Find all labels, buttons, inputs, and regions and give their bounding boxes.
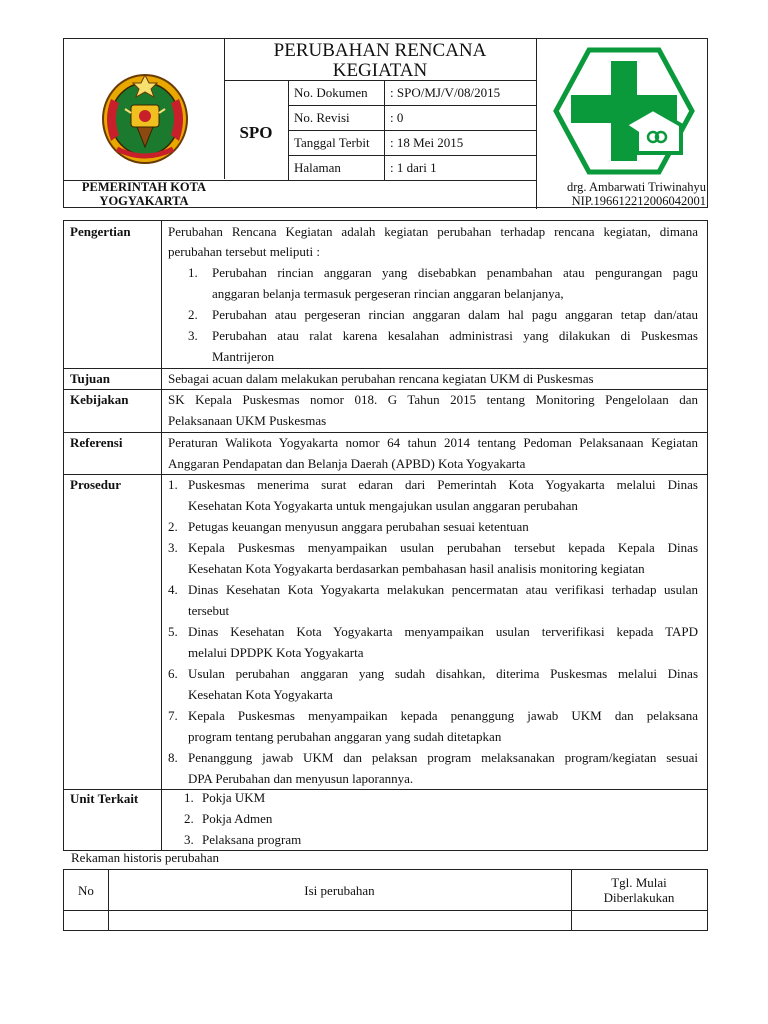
- list-item: Kesehatan Kota Yogyakarta berdasarkan pembahasan hasil analisis monitoring kegiatan: [188, 561, 645, 576]
- kebijakan-line2: Pelaksanaan UKM Puskesmas: [168, 413, 327, 428]
- list-item: Penanggung jawab UKM dan pelaksan program melaksanakan program/kegiatan sesuai: [188, 750, 698, 765]
- field-no-dokumen-label: No. Dokumen: [294, 85, 368, 100]
- list-item: Dinas Kesehatan Kota Yogyakarta melakukan pencermatan atau verifikasi terhadap usulan: [188, 582, 698, 597]
- referensi-line1: Peraturan Walikota Yogyakarta nomor 64 tahun 2014 tentang Pedoman Pelaksanaan Kegiatan: [168, 435, 698, 450]
- list-number: 7.: [168, 708, 178, 723]
- section-label-tujuan: Tujuan: [70, 371, 110, 386]
- list-item: anggaran belanja termasuk pergeseran rincian anggaran belanjanya,: [212, 286, 564, 301]
- list-number: 2.: [188, 307, 198, 322]
- referensi-line2: Anggaran Pendapatan dan Belanja Daerah (APBD) Kota Yogyakarta: [168, 456, 526, 471]
- section-label-kebijakan: Kebijakan: [70, 392, 129, 407]
- pengertian-intro-line1: Perubahan Rencana Kegiatan adalah kegiatan perubahan terhadap rencana kegiatan, dimana: [168, 224, 698, 239]
- list-item: Dinas Kesehatan Kota Yogyakarta menyampaikan usulan terverifikasi kepada TAPD: [188, 624, 698, 639]
- list-item: Usulan perubahan anggaran yang sudah disahkan, diterima Puskesmas melalui Dinas: [188, 666, 698, 681]
- divider: [288, 155, 536, 156]
- list-number: 2.: [168, 519, 178, 534]
- list-item: Kepala Puskesmas menyampaikan usulan perubahan tersebut kepada Kepala Dinas: [188, 540, 698, 555]
- history-col-tgl: Tgl. Mulai Diberlakukan: [603, 875, 675, 905]
- list-item: Kepala Puskesmas menyampaikan kepada penanggung jawab UKM dan pelaksana: [188, 708, 698, 723]
- list-number: 5.: [168, 624, 178, 639]
- yogyakarta-emblem-icon: [97, 69, 193, 167]
- list-item: Kesehatan Kota Yogyakarta untuk mengajukan usulan anggaran perubahan: [188, 498, 578, 513]
- list-item: Pelaksana program: [202, 832, 302, 847]
- list-item: Pokja Admen: [202, 811, 273, 826]
- list-number: 8.: [168, 750, 178, 765]
- list-item: Mantrijeron: [212, 349, 275, 364]
- history-caption: Rekaman historis perubahan: [71, 850, 220, 865]
- field-no-dokumen-value: : SPO/MJ/V/08/2015: [390, 85, 501, 100]
- list-item: Puskesmas menerima surat edaran dari Pemerintah Kota Yogyakarta melalui Dinas: [188, 477, 698, 492]
- list-item: tersebut: [188, 603, 230, 618]
- spo-label: SPO: [239, 123, 273, 142]
- list-number: 1.: [184, 790, 194, 805]
- tujuan-text: Sebagai acuan dalam melakukan perubahan rencana kegiatan UKM di Puskesmas: [168, 371, 594, 386]
- list-number: 4.: [168, 582, 178, 597]
- spo-content-table: [63, 220, 708, 851]
- document-title: PERUBAHAN RENCANA KEGIATAN: [273, 40, 487, 81]
- document-header: [63, 38, 708, 208]
- pengertian-intro-line2: perubahan tersebut meliputi :: [168, 244, 320, 259]
- list-number: 3.: [188, 328, 198, 343]
- list-item: Perubahan rincian anggaran yang disebabkan penambahan atau pengurangan pagu: [212, 265, 698, 280]
- history-col-isi: Isi perubahan: [304, 883, 375, 898]
- divider: [161, 221, 162, 850]
- section-label-prosedur: Prosedur: [70, 477, 122, 492]
- issuer: PEMERINTAH KOTA YOGYAKARTA: [81, 180, 207, 208]
- list-number: 6.: [168, 666, 178, 681]
- list-item: melalui DPDPK Kota Yogyakarta: [188, 645, 364, 660]
- field-tanggal-terbit-value: : 18 Mei 2015: [390, 135, 464, 150]
- list-item: Perubahan atau ralat karena kesalahan administrasi yang dilakukan di Puskesmas: [212, 328, 698, 343]
- divider: [288, 130, 536, 131]
- list-number: 3.: [168, 540, 178, 555]
- divider: [108, 870, 109, 930]
- kebijakan-line1: SK Kepala Puskesmas nomor 018. G Tahun 2015 tentang Monitoring Pengelolaan dan: [168, 392, 698, 407]
- divider: [288, 105, 536, 106]
- section-label-unit-terkait: Unit Terkait: [70, 791, 139, 806]
- field-no-revisi-label: No. Revisi: [294, 110, 350, 125]
- list-number: 3.: [184, 832, 194, 847]
- list-number: 1.: [188, 265, 198, 280]
- list-number: 2.: [184, 811, 194, 826]
- list-item: Petugas keuangan menyusun anggara perubahan sesuai ketentuan: [188, 519, 529, 534]
- list-number: 1.: [168, 477, 178, 492]
- history-table: [63, 869, 708, 931]
- list-item: DPA Perubahan dan menyusun laporannya.: [188, 771, 414, 786]
- list-item: Pokja UKM: [202, 790, 266, 805]
- field-halaman-label: Halaman: [294, 160, 341, 175]
- field-halaman-value: : 1 dari 1: [390, 160, 437, 175]
- signer: drg. Ambarwati Triwinahyu NIP.196612212006042001: [566, 180, 706, 208]
- field-tanggal-terbit-label: Tanggal Terbit: [294, 135, 370, 150]
- history-col-no: No: [78, 883, 94, 898]
- list-item: Kesehatan Kota Yogyakarta: [188, 687, 333, 702]
- section-label-referensi: Referensi: [70, 435, 123, 450]
- puskesmas-logo-icon: [553, 47, 695, 175]
- field-no-revisi-value: : 0: [390, 110, 404, 125]
- section-label-pengertian: Pengertian: [70, 224, 131, 239]
- list-item: Perubahan atau pergeseran rincian anggaran dalam hal pagu anggaran tetap dan/atau: [212, 307, 698, 322]
- list-item: program tentang perubahan anggaran yang sudah ditetapkan: [188, 729, 502, 744]
- divider: [64, 910, 707, 911]
